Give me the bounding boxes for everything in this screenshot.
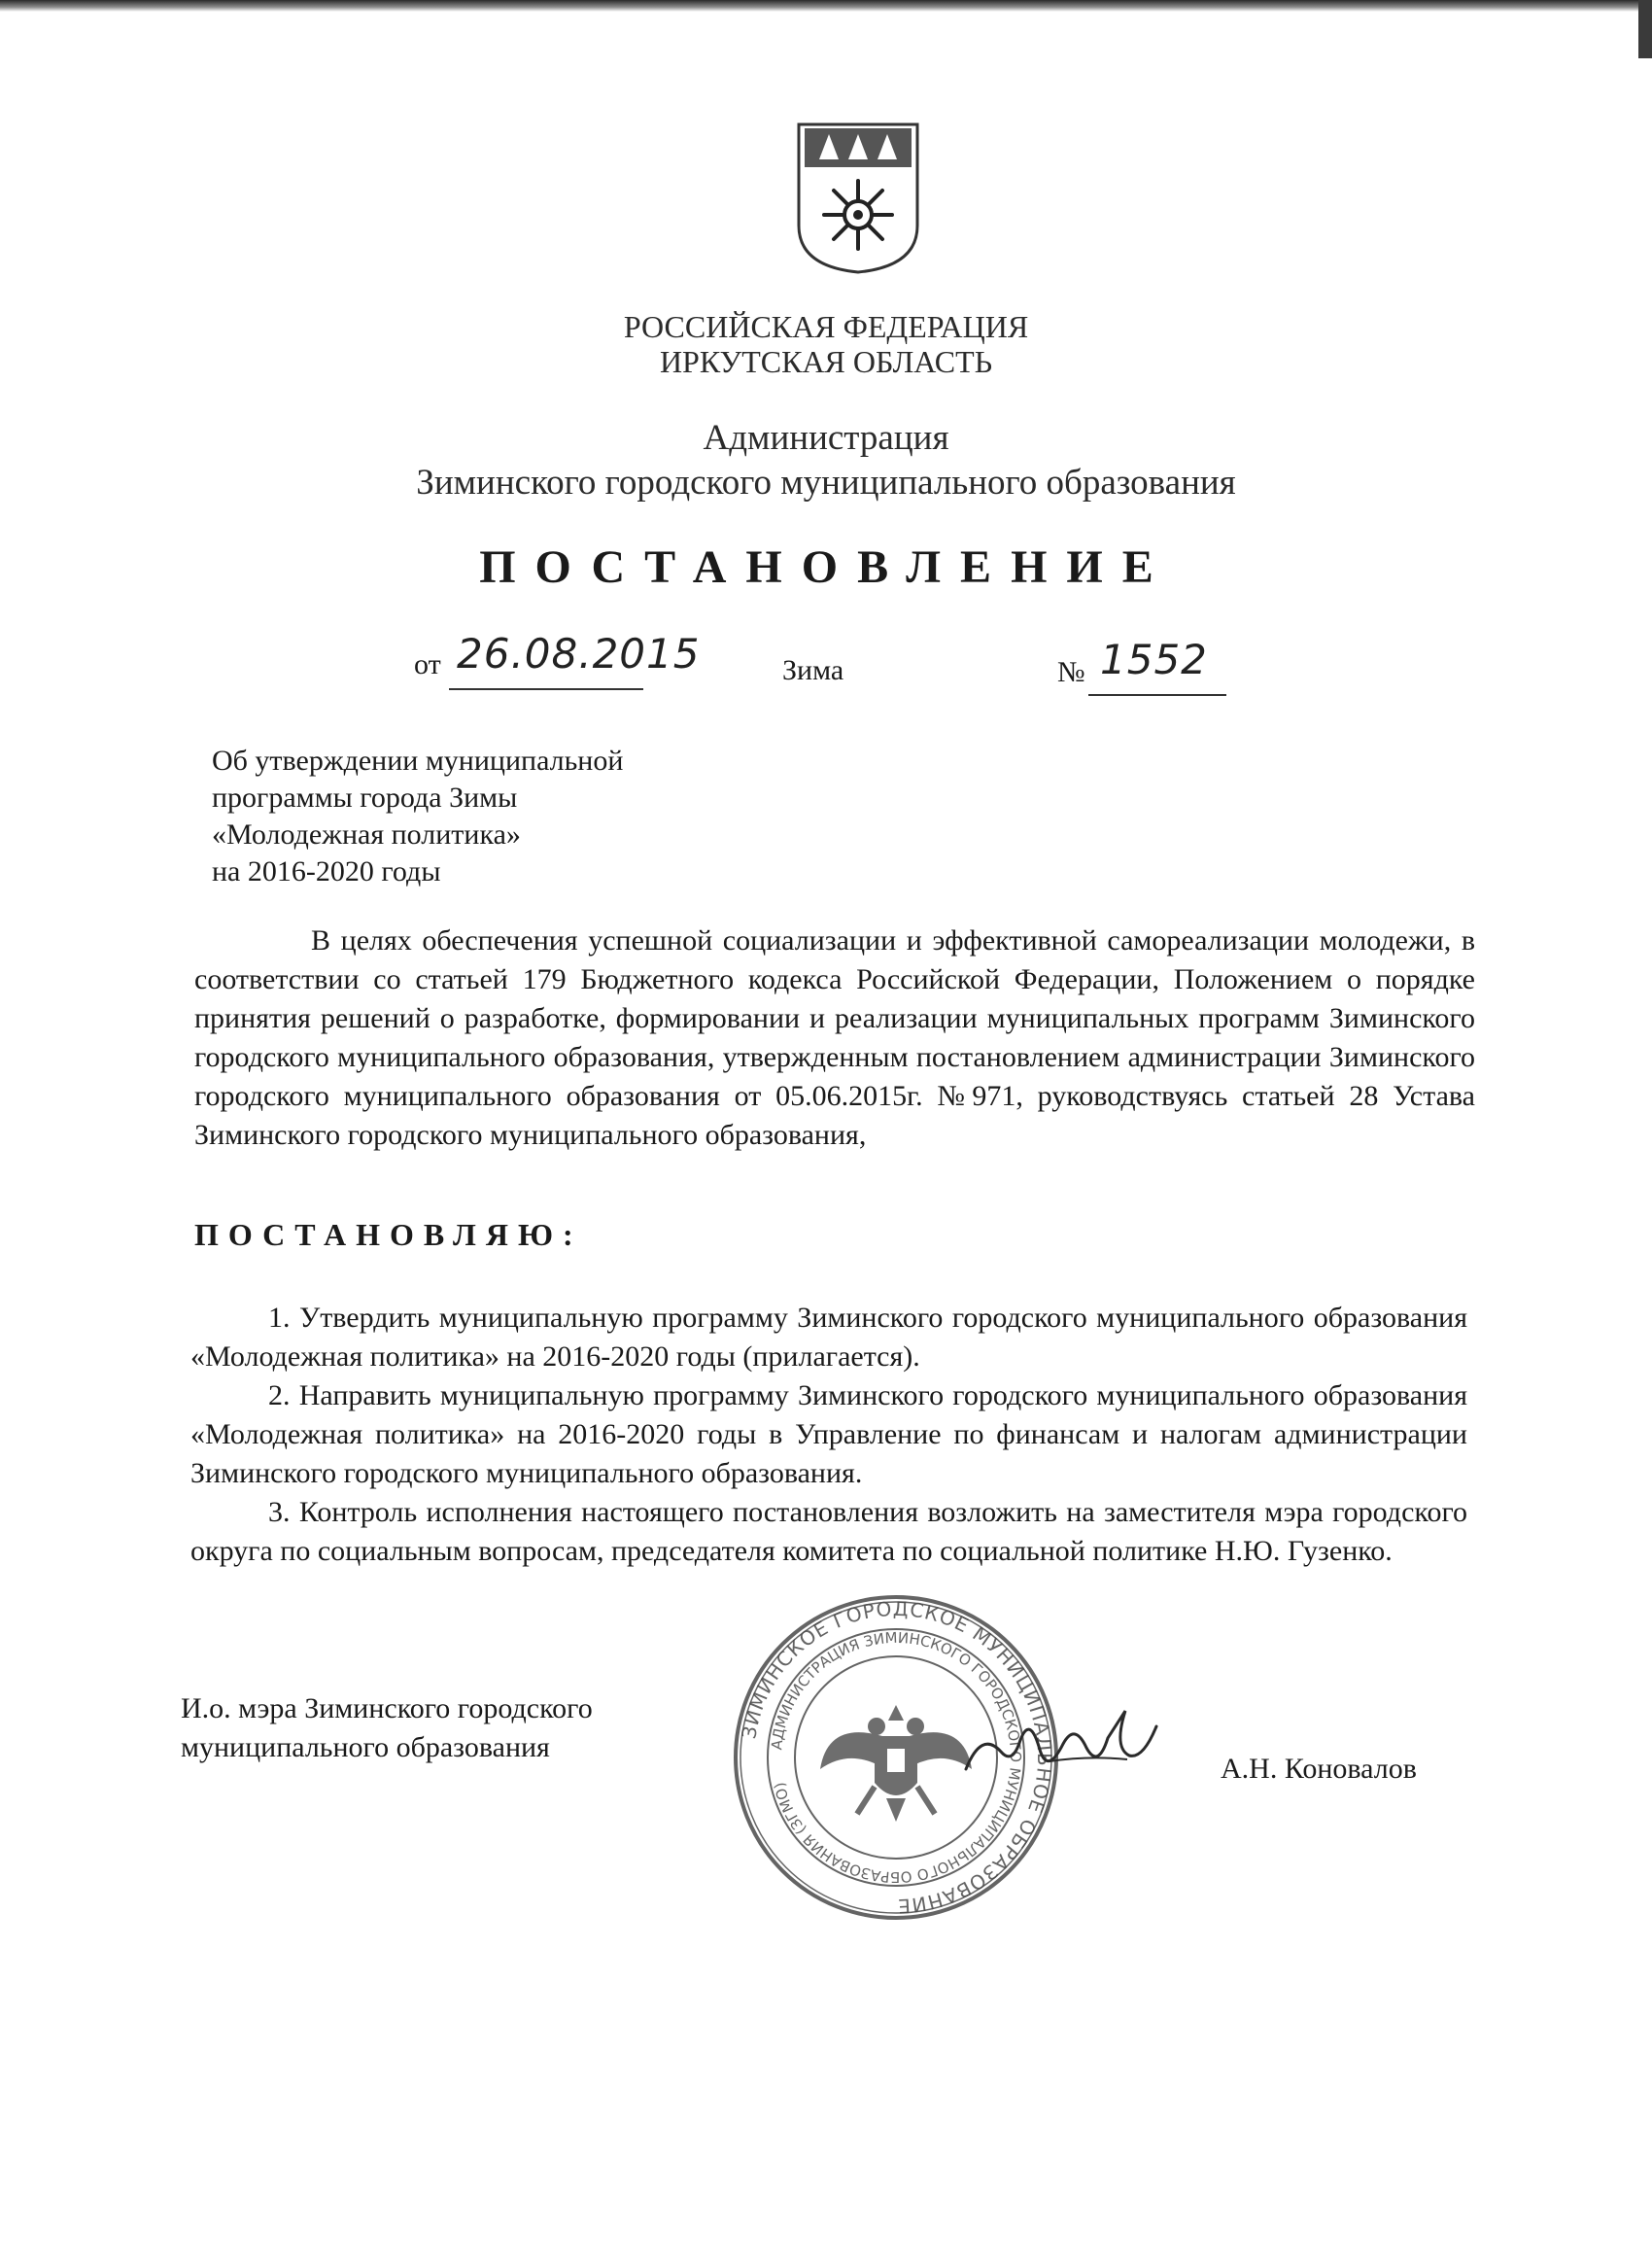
signatory-position-line2: муниципального образования — [181, 1731, 550, 1763]
coat-of-arms-icon — [795, 121, 921, 276]
subject-block — [212, 743, 623, 890]
subject-line-3: «Молодежная политика» — [212, 818, 521, 851]
scan-corner — [1638, 0, 1652, 58]
date-underline — [449, 688, 643, 690]
number-handwritten: 1552 — [1100, 636, 1208, 683]
document-type-title: ПОСТАНОВЛЕНИЕ — [479, 541, 1173, 593]
signatory-position-line1: И.о. мэра Зиминского городского — [181, 1692, 593, 1724]
resolution-item-1: 1. Утвердить муниципальную программу Зиминского городского муниципального образования «Молодежная политика» на 2016-2020 годы (прилагается). — [190, 1302, 1467, 1373]
number-prefix: № — [1057, 656, 1085, 688]
resolution-items — [190, 1299, 1467, 1571]
admin-line2: Зиминского городского муниципального образования — [416, 463, 1236, 503]
date-handwritten: 26.08.2015 — [457, 630, 701, 678]
country-heading: РОССИЙСКАЯ ФЕДЕРАЦИЯ — [623, 309, 1029, 344]
preamble — [194, 922, 1475, 1155]
resolution-item-3: 3. Контроль исполнения настоящего постановления возложить на заместителя мэра городского округа по социальным вопросам, председателя комитета по социальной политике Н.Ю. Гузенко. — [190, 1496, 1467, 1567]
subject-line-4: на 2016-2020 годы — [212, 855, 441, 887]
scan-edge — [0, 0, 1652, 12]
seal-inner-text: АДМИНИСТРАЦИЯ ЗИМИНСКОГО ГОРОДСКОГО МУНИЦИПАЛЬНОГО ОБРАЗОВАНИЯ (ЗГМО) — [768, 1628, 1025, 1887]
region-heading: ИРКУТСКАЯ ОБЛАСТЬ — [659, 344, 993, 379]
seal-outer-text: ЗИМИНСКОЕ ГОРОДСКОЕ МУНИЦИПАЛЬНОЕ ОБРАЗОВАНИЕ — [737, 1596, 1057, 1919]
subject-line-2: программы города Зимы — [212, 782, 518, 814]
subject-line-1: Об утверждении муниципальной — [212, 745, 624, 777]
resolve-heading: ПОСТАНОВЛЯЮ: — [194, 1217, 583, 1252]
eagle-emblem-icon — [820, 1705, 972, 1822]
handwritten-signature — [962, 1701, 1166, 1789]
preamble-text: В целях обеспечения успешной социализации и эффективной самореализации молодежи, в соответствии со статьей 179 Бюджетного кодекса Российской Федерации, Положением о порядке принятия решений о разработке, формировании и реализации муниципальных программ Зиминского городского муниципального образования, утвержденным постановлением администрации Зиминского городского муниципального образования от 05.06.2015г. №971, руководствуясь статьей 28 Устава Зиминского городского муниципального образования, — [194, 924, 1475, 1151]
signatory-position — [181, 1689, 593, 1767]
admin-line1: Администрация — [703, 418, 949, 458]
number-underline — [1088, 694, 1226, 696]
resolution-item-2: 2. Направить муниципальную программу Зиминского городского муниципального образования «Молодежная политика» на 2016-2020 годы в Управление по финансам и налогам администрации Зиминского городского муниципального образования. — [190, 1379, 1467, 1489]
date-prefix: от — [414, 648, 441, 680]
city-name: Зима — [782, 654, 844, 686]
signatory-name: А.Н. Коновалов — [1221, 1753, 1417, 1785]
